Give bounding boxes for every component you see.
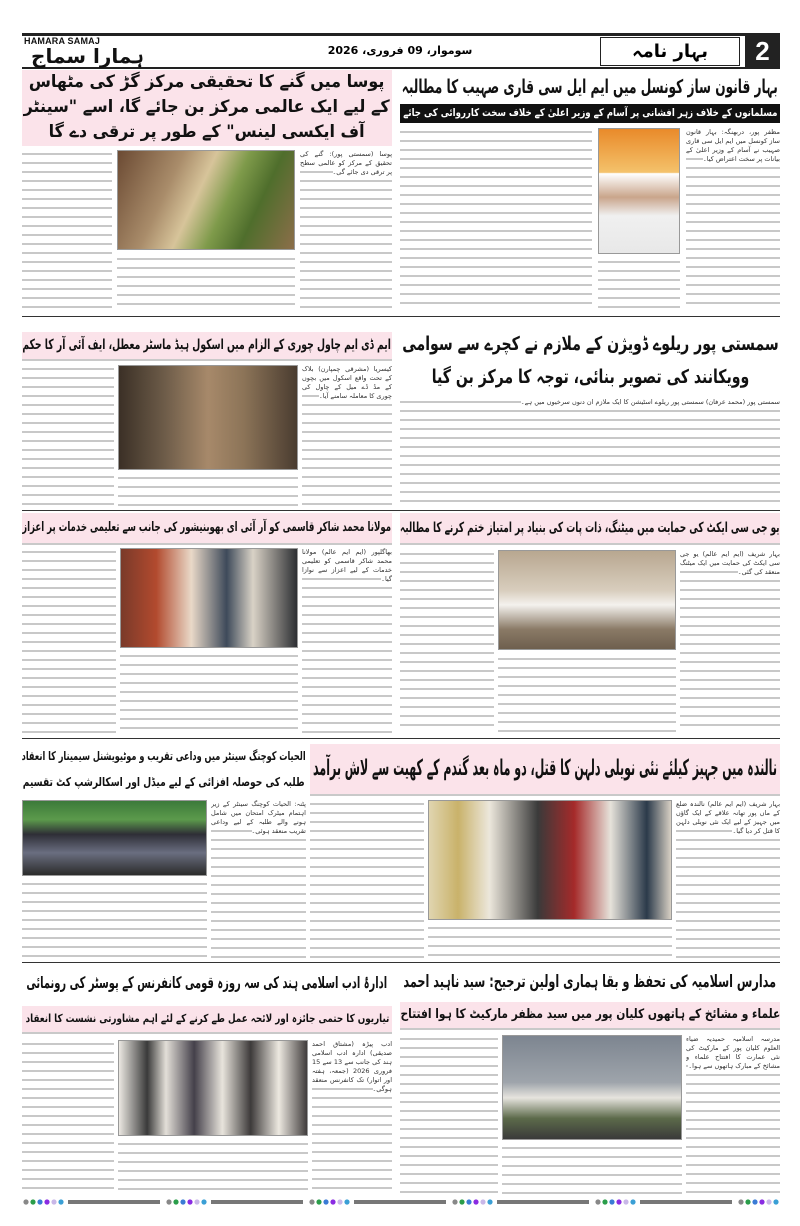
headline-a4: ایم ڈی ایم چاول چوری کے الزام میں اسکول ہیڈ ماسٹر معطل، ایف آئی آر کا حکم: [22, 337, 392, 353]
footer-dot: [738, 1199, 743, 1204]
footer-dot: [44, 1199, 49, 1204]
body-text: پوسا (سمستی پور): گنے کی تحقیق کے مرکز کو عالمی سطح پر ترقی دی جائے گی۔: [300, 150, 392, 176]
body-a4: [302, 365, 392, 507]
subhead-a9: علماء و مشائخ کے ہاتھوں کلیان پور میں سید مظفر مارکیٹ کا ہوا افتتاح: [400, 1007, 780, 1022]
headline-a8: الحیات کوچنگ سینٹر میں وداعی تقریب و موٹیویشنل سیمینار کا انعقاد: [22, 749, 306, 763]
headline-a6: مولانا محمد شاکر قاسمی کو آر آئی ای بھوبنیشور کی جانب سے تعلیمی خدمات پر اعزاز: [22, 520, 392, 535]
footer-dot: [473, 1199, 478, 1204]
body-a9-cont: [400, 1035, 498, 1195]
body-text: مدرسہ اسلامیہ حمیدیہ ضیاء العلوم کلیان پور کے مارکیٹ کی نئی عمارت کا افتتاح علماء و مشائخ کے مبارک ہاتھوں سے ہوا۔: [686, 1035, 780, 1070]
body-a2-under-photo: [117, 255, 295, 310]
footer-bar: [211, 1200, 303, 1204]
body-text: سمستی پور (محمد عرفان) سمستی پور ریلوے اسٹیشن کا ایک ملازم ان دنوں سرخیوں میں ہے۔: [520, 398, 780, 406]
body-text: بہار شریف (ایم ایم عالم) نالندہ ضلع کے ماں پور تھانہ علاقے کے ایک گاؤں میں جہیز کے لیے ایک نئی نویلی دلہن کا قتل کر دیا گیا۔: [676, 800, 780, 835]
photo-inauguration: [502, 1035, 682, 1140]
divider: [22, 738, 780, 739]
body-text: مظفر پور، دربھنگہ: بہار قانون ساز کونسل میں ایم ایل سی قاری صہیب نے آسام کے وزیر اعلیٰ کے بیانات پر سخت اعتراض کیا۔: [686, 128, 780, 163]
body-a6-cont: [22, 548, 116, 733]
section-name: بہار نامہ: [600, 37, 740, 66]
body-text: ادب پیڑہ (مشتاق احمد صدیقی) ادارہ ادب اسلامی ہند کی جانب سے 13 سے 15 فروری 2026 (جمعہ، ہفتہ اور اتوار) تک کانفرنس منعقد ہوگی۔: [312, 1040, 392, 1093]
footer-dot: [466, 1199, 471, 1204]
body-a10-under-photo: [118, 1140, 308, 1195]
body-a8: [211, 800, 306, 958]
divider: [22, 962, 780, 963]
footer-dot: [609, 1199, 614, 1204]
divider: [22, 510, 780, 511]
footer-dot: [452, 1199, 457, 1204]
issue-date: سوموار، 09 فروری، 2026: [327, 44, 473, 57]
body-a1: [686, 128, 780, 308]
footer-dot: [173, 1199, 178, 1204]
headline-a1: بہار قانون ساز کونسل میں ایم ایل سی قاری صہیب کا مطالبہ: [401, 76, 779, 98]
footer-dot: [51, 1199, 56, 1204]
headline-a5-box: [400, 513, 780, 545]
body-a6: [302, 548, 392, 733]
footer-dot: [194, 1199, 199, 1204]
photo-award: [120, 548, 298, 648]
body-a5-cont: [400, 550, 494, 732]
footer-dot: [745, 1199, 750, 1204]
footer-dot: [323, 1199, 328, 1204]
body-a5-under-photo: [498, 655, 676, 732]
footer-dot: [623, 1199, 628, 1204]
footer-dot: [180, 1199, 185, 1204]
subhead-a8: طلبہ کی حوصلہ افزائی کے لیے میڈل اور اسکالرشپ کٹ تقسیم: [23, 775, 305, 789]
logo-urdu: ہمارا سماج: [31, 44, 144, 68]
footer-bar: [640, 1200, 732, 1204]
footer-dot: [752, 1199, 757, 1204]
headline-a2: پوسا میں گنے کا تحقیقی مرکز گڑ کی مٹھاس کے لیے ایک عالمی مرکز بن جائے گا، اسے "سینٹر آف ایکسی لینس" کے طور پر ترقی دے گا: [23, 72, 391, 142]
body-a2-cont: [22, 150, 112, 310]
footer-dot: [166, 1199, 171, 1204]
headline-a10: ادارۂ ادب اسلامی ہند کی سہ روزہ قومی کانفرنس کے پوسٹر کی رونمائی: [26, 973, 388, 992]
footer-dot: [487, 1199, 492, 1204]
body-a7: [676, 800, 780, 958]
body-a8-cont: [22, 880, 207, 958]
divider: [22, 316, 780, 317]
logo-english: HAMARA SAMAJ: [24, 36, 101, 46]
body-a9-under-photo: [502, 1144, 682, 1195]
photo-sugarcane: [117, 150, 295, 250]
body-a1-cont: [400, 128, 592, 308]
footer-bar: [68, 1200, 160, 1204]
body-a6-under-photo: [120, 652, 298, 733]
headline-a6-box: [22, 513, 392, 545]
body-text: بہار شریف (ایم ایم عالم) یو جی سی ایکٹ کی حمایت میں ایک میٹنگ منعقد کی گئی۔: [680, 550, 780, 576]
headline-a4-box: [22, 332, 392, 361]
footer-dot: [309, 1199, 314, 1204]
body-text: بھاگلپور (ایم ایم عالم) مولانا محمد شاکر قاسمی کو تعلیمی خدمات کے لیے اعزاز سے نوازا گیا۔: [302, 548, 392, 583]
subhead-a1-box: [400, 104, 780, 123]
footer-dot: [773, 1199, 778, 1204]
footer-dot: [344, 1199, 349, 1204]
headline-a10-box: [22, 965, 392, 1001]
headline-a5: یو جی سی ایکٹ کی حمایت میں میٹنگ، ذات پات کی بنیاد پر امتیاز ختم کرنے کا مطالبہ: [400, 520, 780, 536]
body-text: پٹنہ: الحیات کوچنگ سینٹر کے زیر اہتمام میٹرک امتحان میں شامل ہونے والے طلبہ کے لیے وداعی تقریب منعقد ہوئی۔: [211, 800, 306, 835]
subhead-a10-box: [22, 1006, 392, 1034]
body-a4-cont: [22, 365, 114, 507]
headline-a2-box: [22, 70, 392, 146]
body-a7-under-photo: [428, 924, 672, 958]
body-a7-cont: [310, 800, 424, 958]
headline-a1-box: [400, 72, 780, 102]
footer-dot: [316, 1199, 321, 1204]
footer-dot: [30, 1199, 35, 1204]
footer-decoration: [22, 1198, 780, 1206]
headline-a3: سمستی پور ریلوے ڈویژن کے ملازم نے کچرے سے سوامی وویکانند کی تصویر بنائی، توجہ کا مرکز بن گیا: [401, 333, 779, 388]
footer-dot: [330, 1199, 335, 1204]
headline-a7: نالندہ میں جہیز کیلئے نئی نویلی دلہن کا قتل، دو ماہ بعد گندم کے کھیت سے لاش برآمد: [313, 756, 777, 781]
subhead-a9-box: [400, 1002, 780, 1030]
footer-dot: [58, 1199, 63, 1204]
newspaper-logo: [24, 36, 144, 68]
headline-a9-box: [400, 965, 780, 999]
footer-dot: [630, 1199, 635, 1204]
body-a10-cont: [22, 1040, 114, 1195]
footer-bar: [354, 1200, 446, 1204]
photo-victim-family: [428, 800, 672, 920]
headline-a7-box: [310, 744, 780, 796]
body-a4-under-photo: [118, 474, 298, 507]
body-a1-under-photo: [598, 258, 680, 308]
subhead-a10: تیاریوں کا حتمی جائزہ اور لائحہ عمل طے کرنے کے لئے اہم مشاورتی نشست کا انعقاد: [25, 1012, 389, 1025]
footer-dot: [187, 1199, 192, 1204]
footer-dot: [337, 1199, 342, 1204]
photo-mlc-portrait: [598, 128, 680, 254]
footer-dot: [201, 1199, 206, 1204]
footer-dot: [616, 1199, 621, 1204]
footer-dot: [595, 1199, 600, 1204]
footer-dot: [759, 1199, 764, 1204]
body-a10: [312, 1040, 392, 1195]
photo-students-group: [22, 800, 207, 876]
headline-a9: مدارس اسلامیہ کی تحفظ و بقا ہماری اولین ترجیح: سید ناہید احمد: [403, 972, 777, 992]
body-a2: [300, 150, 392, 310]
headline-a3-box: [400, 328, 780, 394]
photo-rice-sacks: [118, 365, 298, 470]
body-text: کیسریا (مشرقی چمپارن) بلاک کے تحت واقع اسکول میں بچوں کے مڈ ڈے میل کے چاول کی چوری کا معاملہ سامنے آیا۔: [302, 365, 392, 400]
subhead-a1: مسلمانوں کے خلاف زہر افشانی پر آسام کے وزیر اعلیٰ کے خلاف سخت کارروائی کی جائے: [402, 107, 778, 119]
footer-dot: [766, 1199, 771, 1204]
body-a9: [686, 1035, 780, 1195]
footer-bar: [497, 1200, 589, 1204]
photo-meeting: [498, 550, 676, 650]
subhead-a8-box: [22, 770, 306, 794]
headline-a8-box: [22, 744, 306, 768]
footer-dot: [602, 1199, 607, 1204]
footer-dot: [480, 1199, 485, 1204]
footer-dot: [23, 1199, 28, 1204]
footer-dot: [37, 1199, 42, 1204]
page-number: 2: [745, 36, 780, 67]
photo-poster-unveiling: [118, 1040, 308, 1136]
footer-dot: [459, 1199, 464, 1204]
body-a3: [400, 398, 780, 506]
body-a5: [680, 550, 780, 732]
